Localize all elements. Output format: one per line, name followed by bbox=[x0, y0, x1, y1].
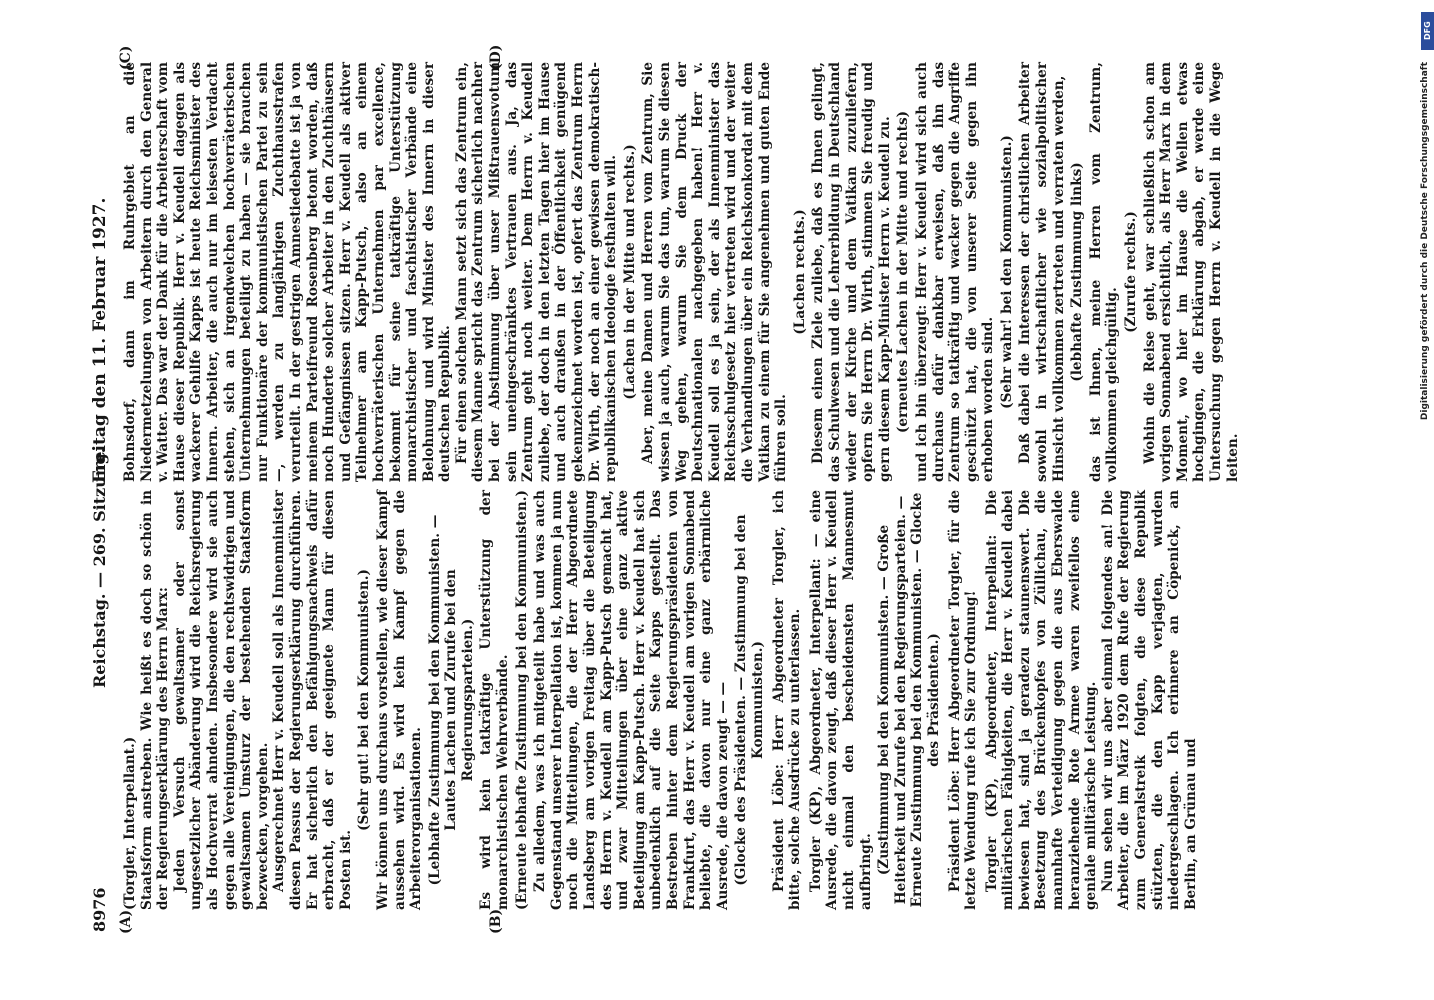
session-date: Freitag den 11. Februar 1927. bbox=[90, 197, 110, 483]
paragraph: Daß dabei die Interessen der christlichen Arbeiter sowohl in wirtschaftlicher wie sozialpolitischer Hinsicht vollkommen zertreten und verraten werden, bbox=[1017, 62, 1067, 482]
paragraph: Bohnsdorf, dann im Ruhrgebiet an die Niedermetzelungen von Arbeitern durch den General v. Watter. Das war der Dank für die Arbeiterschaft vom Hause dieser Republik. Herr v. Keudell dagegen als wackerer Gehilfe Kapps ist heute Reichsminister des Innern. Arbeiter, die auch nur im leisesten Verdacht stehen, sich an irgendwelchen hochverräterischen Unternehmungen beteiligt zu haben — sie brauchen nur Funktionäre der kommunistischen Partei zu sein —, werden zu langjährigen Zuchthausstrafen verurteilt. In der gestrigen Amnestiedebatte ist ja von meinem Parteifreund Rosenberg betont worden, daß noch Hunderte solcher Arbeiter in den Zuchthäusern und Gefängnissen sitzen. Herr v. Keudell als aktiver Teilnehmer am Kapp-Putsch, also an einem hochverräterischen Unternehmen par excellence, bekommt für seine tatkräftige Unterstützung monarchistischer und faschistischer Verbände eine Belohnung und wird Minister des Innern in dieser deutschen Republik. bbox=[122, 62, 454, 482]
margin-mark-b: (B) bbox=[488, 908, 504, 934]
paragraph: Wir können uns durchaus vorstellen, wie dieser Kampf aussehen wird. Es wird kein Kampf gegen die Arbeiterorganisationen. bbox=[374, 490, 425, 910]
speaker-paragraph: Torgler (KP), Abgeordneter, Interpellant: — eine Ausrede, die davon zeugt, daß dieser Herr v. Keudell nicht einmal den bescheidensten Mannesmut aufbringt. bbox=[807, 490, 874, 910]
interjection: (Zurufe rechts.) bbox=[1123, 211, 1140, 333]
margin-mark-c: (C) bbox=[118, 45, 134, 70]
speaker-paragraph: Präsident Löbe: Herr Abgeordneter Torgler, für die letzte Wendung rufe ich Sie zur Ordnung! bbox=[946, 490, 980, 910]
paragraph: und ich bin überzeugt: Herr v. Keudell wird sich auch durchaus dafür dankbar erweisen, daß ihn das Zentrum so tatkräftig und wacker gegen die Angriffe geschützt hat, die von unserer Seite gegen ihn erhoben worden sind. bbox=[913, 62, 997, 482]
interjection: (Lachen in der Mitte und rechts.) bbox=[621, 144, 638, 400]
speaker-paragraph: Präsident Löbe: Herr Abgeordneter Torgler, ich bitte, solche Ausdrücke zu unterlassen. bbox=[770, 490, 804, 910]
paragraph: Es wird kein tatkräftige Unterstützung der monarchistischen Wehrverbände. bbox=[478, 490, 512, 910]
paragraph: das ist Ihnen, meine Herren vom Zentrum, vollkommen gleichgültig. bbox=[1087, 62, 1121, 482]
interjection: (lebhafte Zustimmung links) bbox=[1069, 162, 1086, 382]
paragraph: Zu alledem, was ich mitgeteilt habe und was auch Gegenstand unserer Interpellation ist, kommen ja nun noch die Mitteilungen, die der Herr Abgeordnete Landsberg am vorigen Freitag über die Beteiligung des Herrn v. Keudell am Kapp-Putsch gemacht hat, und zwar Mitteilungen über eine ganz aktive Beteiligung am Kapp-Putsch. Herr v. Keudell hat sich unbedenklich auf die Seite Kapps gestellt. Das Bestreben hinter dem Regierungspräsidenten von Frankfurt, das Herr v. Keudell am vorigen Sonnabend beliebte, die davon nur eine ganz erbärmliche Ausrede, die davon zeugt — — bbox=[532, 490, 731, 910]
speaker-tag: (Torgler, Interpellant.) bbox=[122, 736, 138, 910]
speaker-paragraph: Torgler (KP), Abgeordneter, Interpellant: Die militärischen Fähigkeiten, die Herr v. Keudell dabei bewiesen hat, sind ja geradezu staunenswert. Die Besetzung des Brückenkopfes von Züllichau, die mannhafte Verteidigung gegen die aus Eberswalde heranziehende Rote Armee waren zweifellos eine geniale militärische Leistung. bbox=[983, 490, 1100, 910]
paragraph: Staatsform anstreben. Wie heißt es doch so schön in der Regierungserklärung des Herrn Marx: bbox=[138, 490, 172, 910]
quote-paragraph: Jeden Versuch gewaltsamer oder sonst ungesetzlicher Abänderung wird die Reichsregierung als Hochverrat ahnden. Insbesondere wird sie auch gegen alle Vereinigungen, die den rechtswidrigen und gewaltsamen Umsturz der bestehenden Staatsform bezwecken, vorgehen. bbox=[171, 490, 271, 910]
interjection: (Lachen rechts.) bbox=[791, 209, 808, 335]
margin-mark-d: (D) bbox=[488, 44, 504, 70]
paragraph: Ausgerechnet Herr v. Keudell soll als Innenminister diesen Passus der Regierungserklärung durchführen. Er hat sicherlich den Befähigungsnachweis dafür erbracht, daß er der geeignete Mann für diesen Posten ist. bbox=[271, 490, 354, 910]
dfg-logo: DFG bbox=[1421, 12, 1434, 50]
page-number: 8976 bbox=[90, 887, 109, 932]
paragraph: Für einen solchen Mann setzt sich das Zentrum ein, diesem Manne spricht das Zentrum sicherlich nachher bei der Abstimmung über unser Mißtrauensvotum sein uneingeschränktes Vertrauen aus. Ja, das Zentrum geht noch weiter. Dem Herrn v. Keudell zuliebe, der doch in den letzten Tagen hier im Hause und auch draußen in der Öffentlichkeit genügend gekennzeichnet worden ist, opfert das Zentrum Herrn Dr. Wirth, der noch an einer gewissen demokratisch-republikanischen Ideologie festhalten will. bbox=[453, 62, 620, 482]
interjection: (Zustimmung bei den Kommunisten. — Große Heiterkeit und Zurufe bei den Regierungsparteien. — Erneute Zustimmung bei den Kommunisten. — Glocke des Präsidenten.) bbox=[876, 492, 942, 908]
interjection: (erneutes Lachen in der Mitte und rechts) bbox=[895, 110, 912, 434]
page-header bbox=[88, 48, 114, 938]
interjection: (Sehr wahr! bei den Kommunisten.) bbox=[998, 135, 1015, 409]
paragraph: Nun sehen wir uns aber einmal folgendes an! Die Arbeiter, die im März 1920 dem Rufe der Regierung zum Generalstreik folgten, die diese Republik stützten, die den Kapp verjagten, wurden niedergeschlagen. Ich erinnere an Cöpenick, an Berlin, an Grünau und bbox=[1099, 490, 1199, 910]
sidebar-credit: Digitalisierung gefördert durch die Deutsche Forschungsgemeinschaft bbox=[1420, 62, 1430, 421]
paragraph: Diesem einen Ziele zuliebe, daß es Ihnen gelingt, das Schulwesen und die Lehrerbildung in Deutschland wieder der Kirche und dem Vatikan zuzuliefern, opfern Sie Herrn Dr. Wirth, stimmen Sie freudig und gern diesem Kapp-Minister Herrn v. Keudell zu. bbox=[810, 62, 893, 482]
margin-mark-a: (A) bbox=[118, 909, 134, 934]
digitization-sidebar bbox=[1420, 12, 1434, 992]
right-column bbox=[122, 62, 1241, 482]
left-column bbox=[122, 490, 1199, 910]
interjection: (Sehr gut! bei den Kommunisten.) bbox=[356, 569, 373, 831]
document-page bbox=[88, 44, 1241, 938]
interjection: (Erneute lebhafte Zustimmung bei den Kommunisten.) bbox=[513, 490, 530, 910]
session-title: Reichstag. — 269. Sitzung. bbox=[90, 447, 109, 688]
paragraph: Aber, meine Damen und Herren vom Zentrum, Sie wissen ja auch, warum Sie das tun, warum Sie diesen Weg gehen, warum Sie dem Druck der Deutschnationalen nachgegeben haben! Herr v. Keudell soll es ja sein, der als Innenminister das Reichsschulgesetz hier vertreten wird und der weiter die Verhandlungen über ein Reichskonkordat mit dem Vatikan zu einem für Sie angenehmen und guten Ende führen soll. bbox=[640, 62, 790, 482]
rotated-page bbox=[88, 44, 1241, 938]
interjection: (Lebhafte Zustimmung bei den Kommunisten. — Lautes Lachen und Zurufe bei den Regierungsparteien.) bbox=[426, 514, 476, 886]
paragraph: Wohin die Reise geht, war schließlich schon am vorigen Sonnabend ersichtlich, als Herr Marx in dem Moment, wo hier im Hause die Wellen etwas hochgingen, die Erklärung abgab, er werde eine Untersuchung gegen Herrn v. Keudell in die Wege leiten. bbox=[1141, 62, 1241, 482]
interjection: (Glocke des Präsidenten. — Zustimmung bei den Kommunisten.) bbox=[733, 514, 766, 886]
